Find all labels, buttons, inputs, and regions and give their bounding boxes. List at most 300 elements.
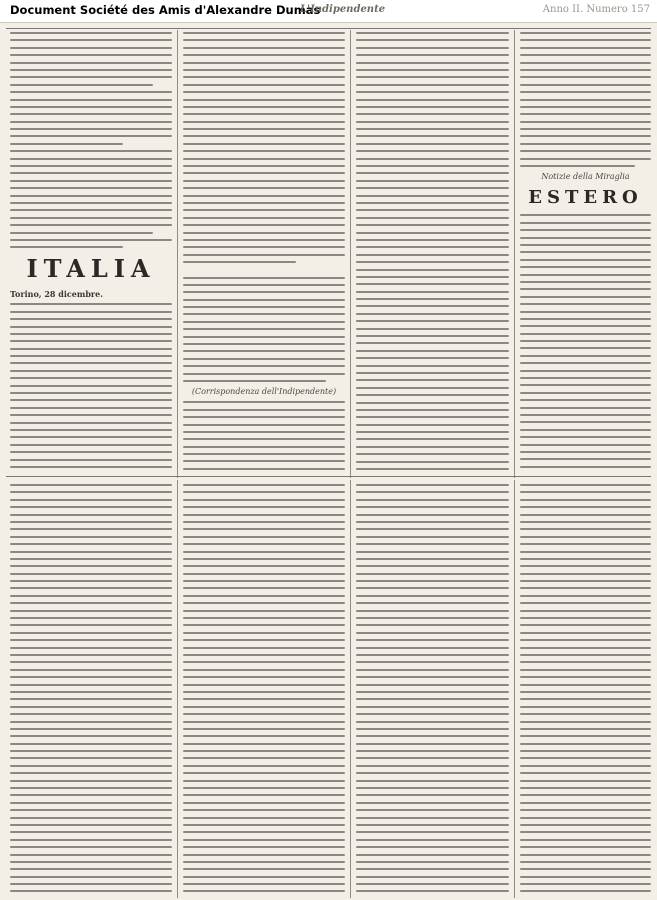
text-line (520, 543, 651, 545)
text-line (10, 669, 172, 671)
text-line (356, 728, 509, 730)
text-line (356, 305, 509, 307)
text-line (183, 610, 345, 612)
text-line (183, 409, 345, 411)
text-line (10, 506, 172, 508)
text-line (10, 757, 172, 759)
text-line (520, 654, 651, 656)
text-line (356, 424, 509, 426)
text-line (520, 595, 651, 597)
text-line (10, 684, 172, 686)
text-line (356, 350, 509, 352)
text-line (356, 765, 509, 767)
text-line (183, 350, 345, 352)
text-line (356, 143, 509, 145)
text-line (356, 76, 509, 78)
text-line (10, 303, 172, 305)
text-line (520, 128, 651, 130)
text-line (356, 617, 509, 619)
lower-column-4 (520, 484, 651, 894)
text-line (356, 269, 509, 271)
text-line (183, 528, 345, 530)
text-line (356, 32, 509, 34)
text-line (356, 438, 509, 440)
text-line (183, 135, 345, 137)
text-line (10, 459, 172, 461)
text-line (10, 573, 172, 575)
text-line (10, 32, 172, 34)
text-line (356, 180, 509, 182)
text-line (10, 340, 172, 342)
text-line (10, 551, 172, 553)
text-line (520, 143, 651, 145)
text-line (356, 158, 509, 160)
text-line (183, 365, 345, 367)
text-line (356, 602, 509, 604)
text-line (356, 224, 509, 226)
text-line (520, 214, 651, 216)
text-line (183, 839, 345, 841)
text-line (10, 794, 172, 796)
text-line (520, 558, 651, 560)
text-line (356, 632, 509, 634)
text-line (356, 283, 509, 285)
text-line (183, 62, 345, 64)
text-line (520, 706, 651, 708)
text-line (10, 399, 172, 401)
text-line (10, 69, 172, 71)
text-line (10, 587, 172, 589)
text-line (520, 565, 651, 567)
text-line (10, 750, 172, 752)
text-line (520, 266, 651, 268)
text-line (356, 750, 509, 752)
mid-rule (6, 476, 651, 477)
text-line (10, 407, 172, 409)
text-line (183, 824, 345, 826)
text-line (10, 514, 172, 516)
text-line (356, 543, 509, 545)
text-line (520, 458, 651, 460)
text-line (10, 143, 123, 145)
text-line (520, 414, 651, 416)
text-line (520, 222, 651, 224)
text-line (183, 99, 345, 101)
text-line (183, 277, 345, 279)
text-line (183, 890, 345, 892)
text-line (356, 669, 509, 671)
text-line (10, 543, 172, 545)
text-line (356, 647, 509, 649)
text-line (520, 429, 651, 431)
text-line (520, 587, 651, 589)
text-line (183, 321, 345, 323)
text-line (183, 165, 345, 167)
text-line (183, 343, 345, 345)
text-line (10, 890, 172, 892)
text-line (183, 239, 345, 241)
text-line (10, 728, 172, 730)
text-line (356, 676, 509, 678)
text-line (183, 573, 345, 575)
text-line (356, 639, 509, 641)
text-line (356, 521, 509, 523)
text-line (520, 318, 651, 320)
lower-column-1 (10, 484, 172, 894)
text-line (356, 113, 509, 115)
text-line (356, 839, 509, 841)
text-line (10, 377, 172, 379)
text-line (10, 713, 172, 715)
text-line (520, 743, 651, 745)
text-line (356, 861, 509, 863)
text-line (10, 831, 172, 833)
text-line (356, 595, 509, 597)
text-line (520, 106, 651, 108)
text-line (183, 106, 345, 108)
text-line (356, 106, 509, 108)
text-line (10, 632, 172, 634)
text-line (356, 802, 509, 804)
text-line (520, 772, 651, 774)
text-line (520, 84, 651, 86)
text-line (183, 380, 326, 382)
text-line (10, 444, 172, 446)
text-line (183, 728, 345, 730)
text-line (183, 232, 345, 234)
text-line (520, 514, 651, 516)
column-divider (177, 30, 178, 478)
text-line (520, 839, 651, 841)
text-line (10, 150, 172, 152)
text-line (520, 377, 651, 379)
text-line (183, 639, 345, 641)
text-line (520, 551, 651, 553)
column-4 (520, 32, 651, 472)
text-line (183, 84, 345, 86)
text-line (356, 47, 509, 49)
text-line (356, 379, 509, 381)
text-line (356, 150, 509, 152)
text-line (356, 291, 509, 293)
text-line (520, 890, 651, 892)
text-line (520, 824, 651, 826)
text-line (520, 54, 651, 56)
text-line (520, 362, 651, 364)
text-line (520, 617, 651, 619)
text-line (10, 861, 172, 863)
text-line (183, 76, 345, 78)
text-line (356, 387, 509, 389)
text-line (520, 573, 651, 575)
text-line (183, 713, 345, 715)
column-1 (10, 32, 172, 472)
text-line (10, 232, 153, 234)
column-3 (356, 32, 509, 472)
text-line (356, 135, 509, 137)
text-line (183, 299, 345, 301)
text-line (10, 691, 172, 693)
text-line (183, 595, 345, 597)
text-line (10, 721, 172, 723)
text-line (356, 409, 509, 411)
text-line (183, 861, 345, 863)
text-line (356, 654, 509, 656)
text-line (183, 647, 345, 649)
lower-column-3 (356, 484, 509, 894)
text-line (356, 580, 509, 582)
text-line (183, 460, 345, 462)
column-divider (177, 480, 178, 898)
text-line (520, 436, 651, 438)
text-line (10, 99, 172, 101)
text-line (520, 158, 651, 160)
text-line (10, 654, 172, 656)
text-line (10, 370, 172, 372)
text-line (356, 706, 509, 708)
text-line (520, 355, 651, 357)
text-line (356, 890, 509, 892)
text-line (183, 54, 345, 56)
text-line (356, 713, 509, 715)
section-heading-estero: ESTERO (528, 187, 643, 209)
text-line (356, 99, 509, 101)
text-line (183, 521, 345, 523)
text-line (356, 320, 509, 322)
text-line (356, 484, 509, 486)
text-line (183, 580, 345, 582)
text-line (10, 735, 172, 737)
text-line (356, 54, 509, 56)
text-line (183, 143, 345, 145)
text-line (10, 558, 172, 560)
text-line (356, 128, 509, 130)
text-line (10, 54, 172, 56)
text-line (520, 76, 651, 78)
notizie-heading: Notizie della Miraglia (541, 172, 630, 182)
text-line (520, 506, 651, 508)
text-line (183, 846, 345, 848)
text-line (356, 536, 509, 538)
text-line (520, 817, 651, 819)
text-line (183, 195, 345, 197)
text-line (356, 232, 509, 234)
text-line (183, 757, 345, 759)
text-line (10, 39, 172, 41)
text-line (356, 876, 509, 878)
text-line (356, 69, 509, 71)
text-line (10, 499, 172, 501)
text-line (520, 661, 651, 663)
text-line (356, 416, 509, 418)
text-line (183, 514, 345, 516)
text-line (520, 259, 651, 261)
text-line (183, 750, 345, 752)
text-line (10, 854, 172, 856)
text-line (10, 246, 123, 248)
text-line (356, 461, 509, 463)
text-line (183, 446, 345, 448)
text-line (356, 172, 509, 174)
text-line (183, 401, 345, 403)
text-line (183, 565, 345, 567)
text-line (356, 328, 509, 330)
text-line (10, 647, 172, 649)
text-line (520, 580, 651, 582)
text-line (520, 384, 651, 386)
text-line (183, 254, 345, 256)
text-line (520, 499, 651, 501)
text-line (520, 765, 651, 767)
text-line (356, 610, 509, 612)
text-line (10, 311, 172, 313)
text-line (10, 565, 172, 567)
text-line (520, 868, 651, 870)
text-line (10, 698, 172, 700)
text-line (520, 624, 651, 626)
text-line (520, 684, 651, 686)
text-line (356, 195, 509, 197)
text-line (10, 62, 172, 64)
text-line (10, 883, 172, 885)
text-line (183, 246, 345, 248)
text-line (183, 684, 345, 686)
text-line (520, 536, 651, 538)
text-line (183, 261, 296, 263)
text-line (520, 876, 651, 878)
text-line (183, 291, 345, 293)
text-line (10, 639, 172, 641)
text-line (10, 180, 172, 182)
text-line (356, 558, 509, 560)
text-line (183, 817, 345, 819)
text-line (183, 876, 345, 878)
text-line (520, 113, 651, 115)
text-line (520, 691, 651, 693)
text-line (183, 424, 345, 426)
text-line (520, 392, 651, 394)
text-line (183, 780, 345, 782)
text-line (183, 150, 345, 152)
text-line (356, 817, 509, 819)
text-line (183, 32, 345, 34)
text-line (520, 303, 651, 305)
text-line (356, 514, 509, 516)
text-line (183, 468, 345, 470)
text-line (10, 362, 172, 364)
text-line (183, 187, 345, 189)
text-line (356, 684, 509, 686)
text-line (183, 284, 345, 286)
text-line (356, 357, 509, 359)
banner-title: Document Société des Amis d'Alexandre Dumas (10, 3, 321, 17)
text-line (10, 165, 172, 167)
text-line (10, 217, 172, 219)
text-line (183, 543, 345, 545)
lower-text-area (0, 478, 657, 900)
text-line (356, 187, 509, 189)
text-line (520, 274, 651, 276)
text-line (183, 691, 345, 693)
text-line (520, 713, 651, 715)
text-line (520, 421, 651, 423)
text-line (183, 772, 345, 774)
text-line (183, 551, 345, 553)
text-line (520, 491, 651, 493)
text-line (183, 217, 345, 219)
text-line (10, 536, 172, 538)
text-line (183, 743, 345, 745)
text-line (520, 861, 651, 863)
text-line (520, 735, 651, 737)
text-line (10, 429, 172, 431)
text-line (356, 743, 509, 745)
text-line (520, 69, 651, 71)
text-line (10, 765, 172, 767)
text-line (356, 528, 509, 530)
text-line (520, 165, 635, 167)
text-line (10, 224, 172, 226)
text-line (520, 444, 651, 446)
text-line (10, 121, 172, 123)
top-rule (6, 28, 651, 29)
text-line (356, 217, 509, 219)
text-line (183, 453, 345, 455)
text-line (520, 757, 651, 759)
text-line (520, 632, 651, 634)
text-line (10, 135, 172, 137)
text-line (183, 306, 345, 308)
text-line (356, 446, 509, 448)
text-line (520, 229, 651, 231)
text-line (183, 654, 345, 656)
text-line (183, 180, 345, 182)
text-line (356, 587, 509, 589)
text-line (10, 451, 172, 453)
text-line (10, 528, 172, 530)
text-line (520, 602, 651, 604)
text-line (520, 698, 651, 700)
section-heading-italia: ITALIA (26, 254, 156, 284)
text-line (520, 39, 651, 41)
text-line (10, 521, 172, 523)
text-line (183, 617, 345, 619)
text-line (356, 824, 509, 826)
text-line (183, 172, 345, 174)
text-line (520, 610, 651, 612)
text-line (356, 91, 509, 93)
text-line (10, 868, 172, 870)
text-line (520, 135, 651, 137)
text-line (183, 868, 345, 870)
text-line (520, 251, 651, 253)
text-line (10, 580, 172, 582)
text-line (520, 333, 651, 335)
text-line (183, 506, 345, 508)
text-line (520, 150, 651, 152)
text-line (520, 370, 651, 372)
text-line (10, 195, 172, 197)
text-line (356, 39, 509, 41)
masthead-paper-name: L'Indipendente (300, 4, 386, 15)
text-line (183, 313, 345, 315)
text-line (10, 318, 172, 320)
text-line (356, 691, 509, 693)
text-line (183, 121, 345, 123)
text-line (183, 39, 345, 41)
text-line (356, 506, 509, 508)
text-line (356, 239, 509, 241)
